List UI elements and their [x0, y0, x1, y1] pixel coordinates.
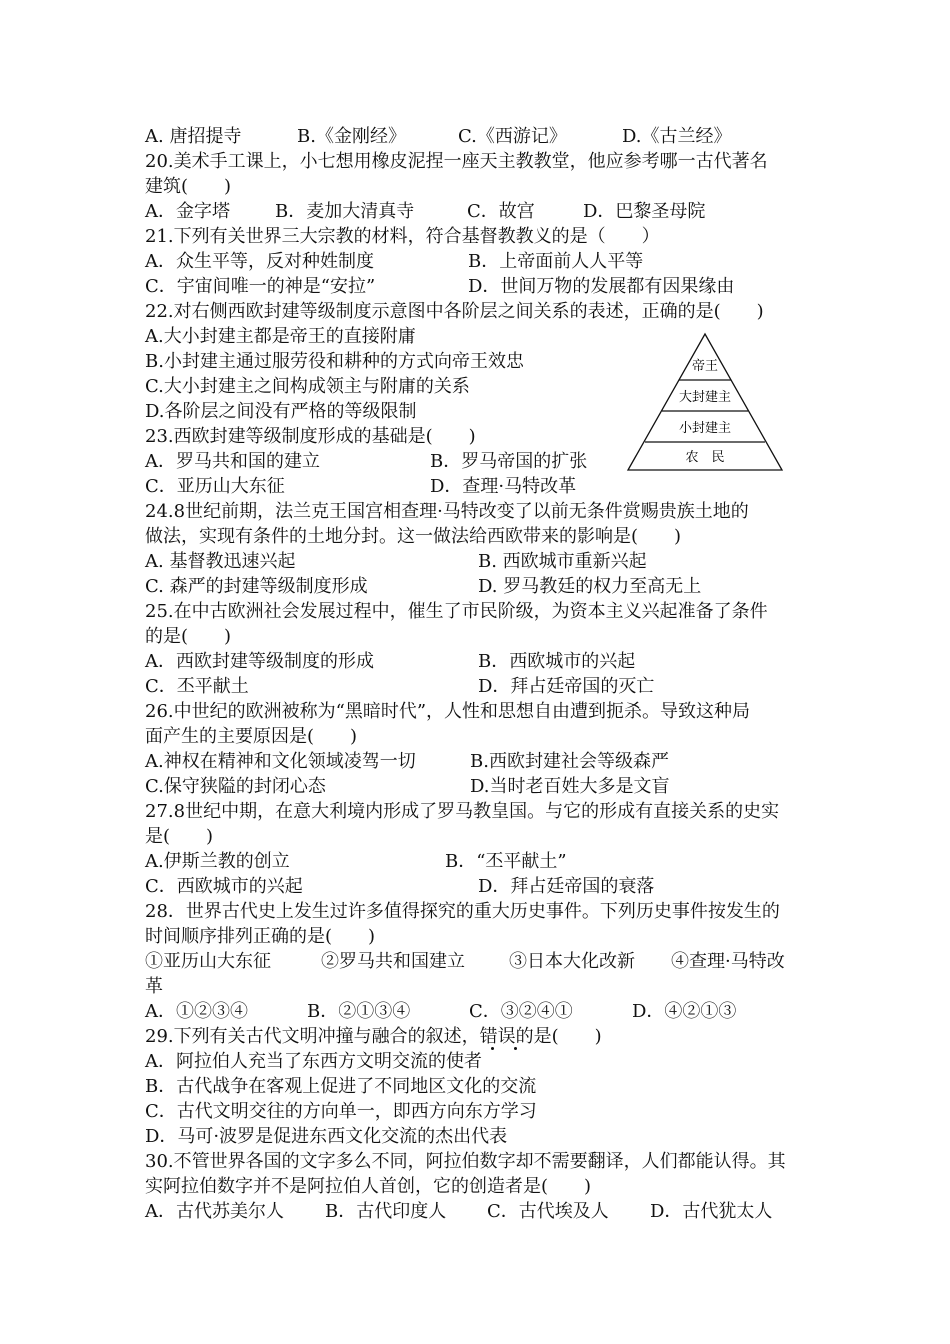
q30-option-d: D．古代犹太人	[650, 1201, 773, 1222]
q24-stem-line2: 做法，实现有条件的土地分封。这一做法给西欧带来的影响是( )	[145, 526, 682, 547]
q28-event-3: ③日本大化改新	[509, 951, 635, 972]
q25-option-d: D．拜占廷帝国的灭亡	[478, 676, 655, 697]
q30-option-a: A．古代苏美尔人	[145, 1201, 284, 1222]
q30-stem-line2: 实阿拉伯数字并不是阿拉伯人首创，它的创造者是( )	[145, 1176, 592, 1197]
q28-option-c: C．③②④①	[469, 1001, 573, 1022]
q24-option-b: B. 西欧城市重新兴起	[478, 551, 647, 572]
q22-option-c: C.大小封建主之间构成领主与附庸的关系	[145, 376, 470, 397]
q24-option-d: D. 罗马教廷的权力至高无上	[478, 576, 702, 597]
q21-stem: 21.下列有关世界三大宗教的材料，符合基督教教义的是（ ）	[145, 226, 660, 247]
q26-stem-line1: 26.中世纪的欧洲被称为“黑暗时代”，人性和思想自由遭到扼杀。导致这种局	[145, 701, 751, 722]
q30-stem-line1: 30.不管世界各国的文字多么不同，阿拉伯数字却不需要翻译，人们都能认得。其	[145, 1151, 786, 1172]
emphasis-dot	[514, 1047, 517, 1050]
q25-option-b: B．西欧城市的兴起	[478, 651, 636, 672]
q24-stem-line1: 24.8世纪前期，法兰克王国宫相查理·马特改变了以前无条件赏赐贵族土地的	[145, 501, 749, 522]
q19-option-a: A. 唐招提寺	[145, 126, 242, 147]
q28-event-4: ④查理·马特改	[671, 951, 785, 972]
q25-option-c: C．丕平献土	[145, 676, 249, 697]
q28-option-d: D．④②①③	[632, 1001, 737, 1022]
q28-event-2: ②罗马共和国建立	[321, 951, 465, 972]
q22-stem: 22.对右侧西欧封建等级制度示意图中各阶层之间关系的表述，正确的是( )	[145, 301, 764, 322]
q20-stem-line2: 建筑( )	[145, 176, 232, 197]
feudal-hierarchy-pyramid	[625, 332, 785, 472]
emphasis-dot	[491, 1047, 494, 1050]
q23-option-b: B．罗马帝国的扩张	[430, 451, 588, 472]
q30-option-c: C．古代埃及人	[487, 1201, 609, 1222]
q27-option-d: D．拜占廷帝国的衰落	[478, 876, 655, 897]
q19-option-d: D.《古兰经》	[622, 126, 732, 147]
q22-option-d: D.各阶层之间没有严格的等级限制	[145, 401, 417, 422]
q26-option-c: C.保守狭隘的封闭心态	[145, 776, 326, 797]
q27-option-b: B．“丕平献土”	[445, 851, 567, 872]
q26-option-b: B.西欧封建社会等级森严	[470, 751, 669, 772]
q24-option-c: C. 森严的封建等级制度形成	[145, 576, 368, 597]
q29-option-b: B．古代战争在客观上促进了不同地区文化的交流	[145, 1076, 537, 1097]
q29-option-a: A．阿拉伯人充当了东西方文明交流的使者	[145, 1051, 482, 1072]
q25-stem-line2: 的是( )	[145, 626, 232, 647]
q23-option-c: C．亚历山大东征	[145, 476, 285, 497]
q29-option-c: C．古代文明交往的方向单一，即西方向东方学习	[145, 1101, 537, 1122]
q21-option-d: D．世间万物的发展都有因果缘由	[468, 276, 735, 297]
q19-option-c: C.《西游记》	[458, 126, 567, 147]
q26-option-d: D.当时老百姓大多是文盲	[470, 776, 670, 797]
q19-option-b: B.《金刚经》	[297, 126, 406, 147]
q26-stem-line2: 面产生的主要原因是( )	[145, 726, 358, 747]
pyramid-level-lesser-lords: 小封建主	[678, 421, 732, 436]
q29-option-d: D．马可·波罗是促进东西文化交流的杰出代表	[145, 1126, 508, 1147]
q28-stem-line1: 28．世界古代史上发生过许多值得探究的重大历史事件。下列历史事件按发生的	[145, 901, 780, 922]
q27-option-c: C．西欧城市的兴起	[145, 876, 303, 897]
q30-option-b: B．古代印度人	[325, 1201, 447, 1222]
q29-stem: 29.下列有关古代文明冲撞与融合的叙述，错误的是( )	[145, 1026, 602, 1047]
q28-option-a: A．①②③④	[145, 1001, 248, 1022]
q26-option-a: A.神权在精神和文化领域凌驾一切	[145, 751, 416, 772]
q27-option-a: A.伊斯兰教的创立	[145, 851, 290, 872]
q28-stem-line2: 时间顺序排列正确的是( )	[145, 926, 376, 947]
q23-option-a: A．罗马共和国的建立	[145, 451, 320, 472]
q28-option-b: B．②①③④	[307, 1001, 411, 1022]
q25-option-a: A．西欧封建等级制度的形成	[145, 651, 374, 672]
q21-option-c: C．宇宙间唯一的神是“安拉”	[145, 276, 376, 297]
q22-option-b: B.小封建主通过服劳役和耕种的方式向帝王效忠	[145, 351, 524, 372]
q28-event-4-cont: 革	[145, 976, 163, 997]
q21-option-a: A．众生平等，反对种姓制度	[145, 251, 374, 272]
pyramid-level-peasants: 农 民	[685, 450, 725, 465]
pyramid-level-great-lords: 大封建主	[678, 390, 732, 405]
q20-option-b: B．麦加大清真寺	[275, 201, 415, 222]
q20-option-c: C．故宫	[467, 201, 535, 222]
q23-option-d: D．查理·马特改革	[430, 476, 577, 497]
q20-option-d: D．巴黎圣母院	[583, 201, 706, 222]
q28-event-1: ①亚历山大东征	[145, 951, 271, 972]
q21-option-b: B．上帝面前人人平等	[468, 251, 644, 272]
pyramid-level-emperor: 帝王	[691, 359, 719, 374]
q22-option-a: A.大小封建主都是帝王的直接附庸	[145, 326, 416, 347]
q24-option-a: A. 基督教迅速兴起	[145, 551, 296, 572]
q20-option-a: A．金字塔	[145, 201, 230, 222]
q23-stem: 23.西欧封建等级制度形成的基础是( )	[145, 426, 476, 447]
q27-stem-line2: 是( )	[145, 826, 214, 847]
q20-stem-line1: 20.美术手工课上，小七想用橡皮泥捏一座天主教教堂，他应参考哪一古代著名	[145, 151, 768, 172]
q25-stem-line1: 25.在中古欧洲社会发展过程中，催生了市民阶级，为资本主义兴起准备了条件	[145, 601, 768, 622]
q27-stem-line1: 27.8世纪中期，在意大利境内形成了罗马教皇国。与它的形成有直接关系的史实	[145, 801, 780, 822]
